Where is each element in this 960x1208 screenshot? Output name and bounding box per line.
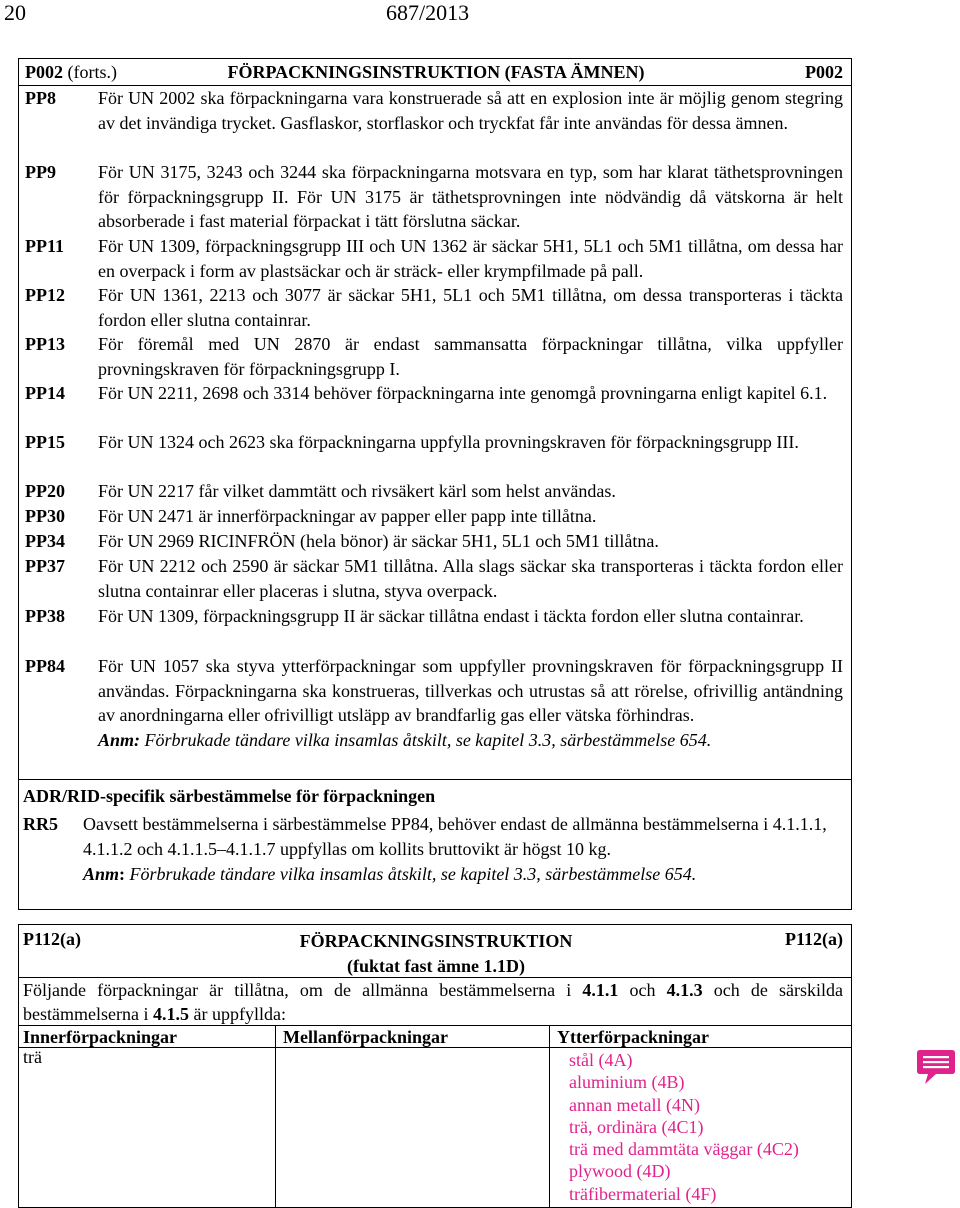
- note-label: Anm: [83, 864, 120, 884]
- chat-bubble-icon[interactable]: [916, 1047, 956, 1087]
- note-text: Förbrukade tändare vilka insamlas åtskilt, se kapitel 3.3, särbestämmelse 654.: [140, 729, 712, 750]
- note-label: Anm:: [98, 729, 141, 750]
- p002-header-right: P002: [805, 62, 843, 82]
- p112a-instruction-table: [18, 924, 852, 1208]
- provision-code: PP12: [25, 285, 65, 305]
- provision-text: För UN 2211, 2698 och 3314 behöver förpackningarna inte genomgå provningarna enligt kapitel 6.1.: [98, 383, 828, 403]
- provision-code: PP84: [25, 656, 65, 676]
- inner-packaging-value: trä: [23, 1047, 42, 1067]
- provision-code: PP20: [25, 481, 65, 501]
- adr-rid-special-provision: [18, 780, 852, 910]
- provision-text: För UN 1324 och 2623 ska förpackningarna uppfylla provningskraven för förpackningsgrupp III.: [98, 432, 799, 452]
- column-header-inner: Innerförpackningar: [23, 1027, 178, 1047]
- provision-text: För UN 3175, 3243 och 3244 ska förpackningarna motsvara en typ, som har klarat täthetsprovningen för förpackningsgrupp II. För UN 3175 är täthetsprovningen inte nödvändig då vätskorna är helt absorberade i fast material förpackat i tätt förslutna säckar.: [98, 162, 843, 231]
- outer-packaging-list: [569, 1049, 799, 1205]
- provision-text: För UN 1361, 2213 och 3077 är säckar 5H1, 5L1 och 5M1 tillåtna, om dessa transporteras i täckta fordon eller slutna containrar.: [98, 285, 843, 330]
- p002-header-left: P002 (forts.): [25, 62, 117, 82]
- column-header-intermediate: Mellanförpackningar: [283, 1027, 448, 1047]
- list-item: aluminium (4B): [569, 1072, 685, 1093]
- column-header-outer: Ytterförpackningar: [557, 1027, 709, 1047]
- page-number: 20: [4, 0, 26, 25]
- provision-code: PP38: [25, 606, 65, 626]
- list-item: träfibermaterial (4F): [569, 1183, 717, 1204]
- provision-code: PP37: [25, 556, 65, 576]
- column-header-divider: [19, 1047, 851, 1048]
- p112a-intro: Följande förpackningar är tillåtna, om de allmänna bestämmelserna i 4.1.1 och 4.1.3 och de särskilda bestämmelserna i 4.1.5 är uppfyllda:: [23, 980, 843, 1024]
- provision-code: PP13: [25, 334, 65, 354]
- p112a-header-left: P112(a): [23, 929, 81, 949]
- document-reference: 687/2013: [386, 0, 470, 25]
- provision-code: PP9: [25, 162, 56, 182]
- list-item: stål (4A): [569, 1050, 633, 1070]
- provision-code: PP30: [25, 506, 65, 526]
- provision-code: PP11: [25, 236, 64, 256]
- note-text: Förbrukade tändare vilka insamlas åtskilt, se kapitel 3.3, särbestämmelse 654.: [125, 864, 697, 884]
- provision-text: För UN 2969 RICINFRÖN (hela bönor) är säckar 5H1, 5L1 och 5M1 tillåtna.: [98, 531, 659, 551]
- list-item: trä med dammtäta väggar (4C2): [569, 1139, 799, 1160]
- adr-heading: ADR/RID-specifik särbestämmelse för förpackningen: [23, 786, 436, 806]
- provision-code: PP8: [25, 88, 56, 108]
- provision-code: PP14: [25, 383, 65, 403]
- column-divider: [275, 1025, 276, 1207]
- column-divider: [549, 1025, 550, 1207]
- provision-code: PP15: [25, 432, 65, 452]
- p002-instruction-table: [18, 58, 852, 780]
- provision-text: För UN 2217 får vilket dammtätt och rivsäkert kärl som helst användas.: [98, 481, 616, 501]
- provision-text: För UN 1309, förpackningsgrupp III och UN 1362 är säckar 5H1, 5L1 och 5M1 tillåtna, om dessa har en overpack i form av plastsäckar och är sträck- eller krympfilmade på pall.: [98, 236, 843, 281]
- provision-text: Oavsett bestämmelserna i särbestämmelse PP84, behöver endast de allmänna bestämmelserna i 4.1.1.1, 4.1.1.2 och 4.1.1.5–4.1.1.7 uppfyllas om kollits bruttovikt är högst 10 kg. Anm: Förbrukade tändare vilka insamlas åtskilt, se kapitel 3.3, särbestämmelse 654.: [83, 814, 827, 884]
- p002-title: FÖRPACKNINGSINSTRUKTION (FASTA ÄMNEN): [227, 62, 645, 82]
- list-item: trä, ordinära (4C1): [569, 1116, 704, 1137]
- provision-text: För UN 1057 ska styva ytterförpackningar som uppfyller provningskraven för förpackningsgrupp II användas. Förpackningarna ska konstrueras, tillverkas och utrustas så att rörelse, ofrivillig antändning av anordningarna eller ofrivilligt utsläpp av brandfarlig gas eller vätska förhindras. Anm: Förbrukade tändare vilka insamlas åtskilt, se kapitel 3.3, särbestämmelse 654.: [98, 656, 843, 750]
- provision-text: För föremål med UN 2870 är endast sammansatta förpackningar tillåtna, vilka uppfyller provningskraven för förpackningsgrupp I.: [98, 334, 843, 379]
- provision-text: För UN 2002 ska förpackningarna vara konstruerade så att en explosion inte är möjlig genom stegring av det invändiga trycket. Gasflaskor, storflaskor och tryckfat får inte användas för dessa ämnen.: [98, 88, 843, 133]
- provision-code: RR5: [23, 814, 58, 834]
- provision-text: För UN 1309, förpackningsgrupp II är säckar tillåtna endast i täckta fordon eller slutna containrar.: [98, 606, 804, 626]
- provision-text: För UN 2471 är innerförpackningar av papper eller papp inte tillåtna.: [98, 506, 597, 526]
- list-item: plywood (4D): [569, 1161, 671, 1182]
- provision-text: För UN 2212 och 2590 är säckar 5M1 tillåtna. Alla slags säckar ska transporteras i täckta fordon eller slutna containrar eller placeras i slutna, styva overpack.: [98, 556, 843, 601]
- provision-code: PP34: [25, 531, 65, 551]
- p112a-title: FÖRPACKNINGSINSTRUKTION (fuktat fast ämne 1.1D): [299, 931, 573, 976]
- list-item: annan metall (4N): [569, 1094, 700, 1115]
- p112a-header-right: P112(a): [785, 929, 843, 949]
